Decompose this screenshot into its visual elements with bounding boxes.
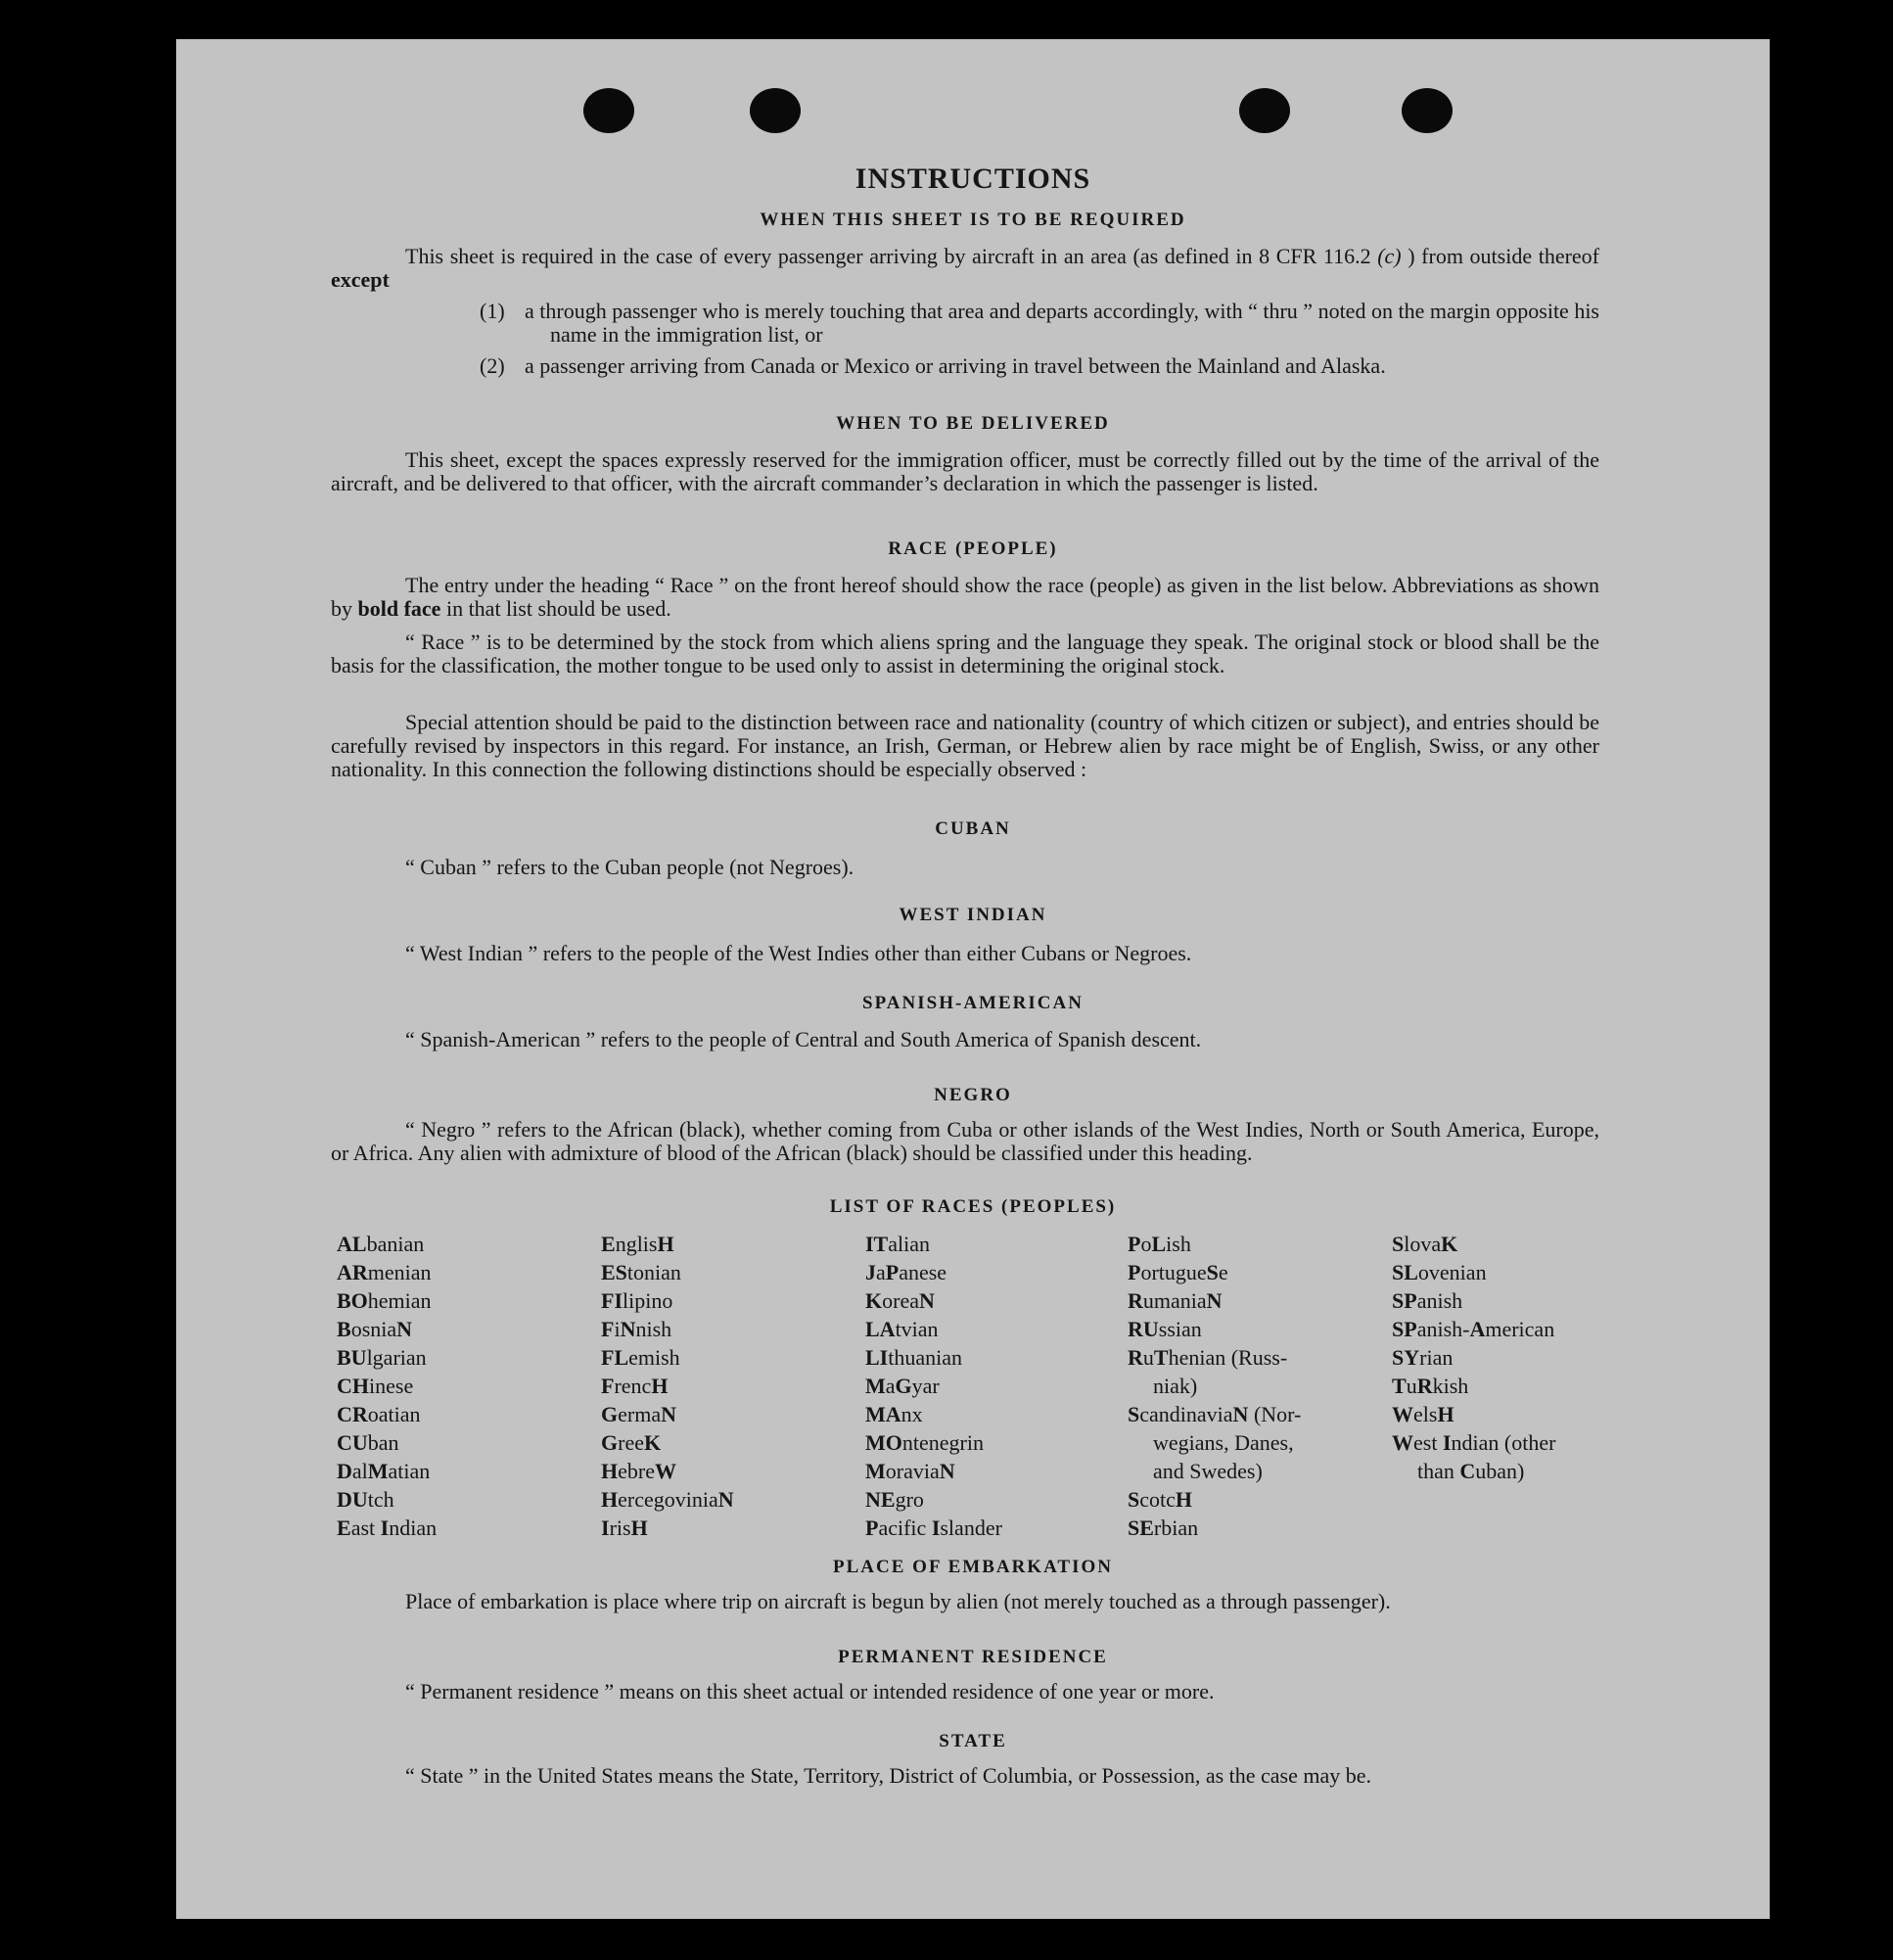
race-abbrev-letters: IT	[865, 1232, 889, 1256]
race-entry	[601, 1286, 865, 1315]
race-name-part: e	[1218, 1260, 1228, 1284]
race-name-part: and Swedes)	[1153, 1459, 1263, 1483]
race-abbrev-letters: E	[601, 1232, 616, 1256]
race-entry	[1392, 1258, 1656, 1286]
race-abbrev-letters: T	[1392, 1374, 1407, 1398]
race-name-part: orea	[882, 1288, 919, 1313]
race-name-part: ban	[367, 1430, 399, 1455]
race-column	[601, 1230, 865, 1542]
race-entry	[337, 1485, 601, 1514]
race-name-part: kish	[1432, 1374, 1469, 1398]
race-name-part: oravia	[885, 1459, 940, 1483]
race-name-part: uban)	[1475, 1459, 1525, 1483]
race-entry	[601, 1485, 865, 1514]
race-name-part: umania	[1142, 1288, 1207, 1313]
race-abbrev-letters: ES	[601, 1260, 627, 1284]
race-abbrev-letters: AL	[337, 1232, 367, 1256]
race-abbrev-letters: N	[1232, 1402, 1249, 1426]
race-abbrev-letters: N	[939, 1459, 955, 1483]
paragraph-residence: “ Permanent residence ” means on this sheet actual or intended residence of one year or more.	[405, 1679, 1215, 1703]
race-entry	[1392, 1343, 1656, 1372]
race-abbrev-letters: A	[1469, 1317, 1486, 1341]
race-abbrev-letters: N	[661, 1402, 676, 1426]
race-name-part: nglis	[615, 1232, 658, 1256]
heading-embarkation: PLACE OF EMBARKATION	[833, 1557, 1113, 1577]
race-abbrev-letters: B	[337, 1317, 351, 1341]
race-abbrev-letters: H	[630, 1516, 648, 1540]
race-entry	[865, 1343, 1130, 1372]
race-entry	[865, 1372, 1130, 1400]
race-entry	[865, 1400, 1130, 1428]
race-abbrev-letters: G	[601, 1402, 619, 1426]
race-abbrev-letters: P	[885, 1260, 900, 1284]
race-abbrev-letters: I	[380, 1516, 390, 1540]
race-abbrev-letters: E	[337, 1516, 351, 1540]
heading-west-indian: WEST INDIAN	[899, 905, 1047, 925]
race-entry	[1392, 1428, 1656, 1457]
race-abbrev-letters: C	[1459, 1459, 1476, 1483]
instruction-sheet: INSTRUCTIONS WHEN THIS SHEET IS TO BE REQUIRED This sheet is required in the case of every passenger arriving by aircraft in an area (as defined in 8 CFR 116.2 (c) ) from outside thereof except (1) a through passenger who is merely touching that area and departs accordingly, with “ thru ” noted on the margin opposite his name in the immigration list, or (2) a passenger arriving from Canada or Mexico or arriving in travel between the Mainland and Alaska. WHEN TO BE DELIVERED This sheet, except the spaces expressly reserved for the immigration officer, must be correctly filled out by the time of the arrival of the aircraft, and be delivered to that officer, with the aircraft commander’s declaration in which the passenger is listed. RACE (PEOPLE) The entry under the heading “ Race ” on the front hereof should show the race (people) as given in the list below. Abbreviations as shown by bold face in that list should be used. “ Race ” is to be determined by the stock from which aliens spring and the language they speak. The original stock or blood shall be the basis for the classification, the mother tongue to be used only to assist in determining the original stock. Special attention should be paid to the distinction between race and nationality (country of which citizen or subject), and entries should be carefully revised by inspectors in this regard. For instance, an Irish, German, or Hebrew alien by race might be of English, Swiss, or any other nationality. In this connection the following distinctions should be especially observed : CUBAN “ Cuban ” refers to the Cuban people (not Negroes). WEST INDIAN “ West Indian ” refers to the people of the West Indies other than either Cubans or Negroes. SPANISH-AMERICAN “ Spanish-American ” refers to the people of Central and South America of Spanish descent. NEGRO “ Negro ” refers to the African (black), whether coming from Cuba or other islands of the West Indies, North or South America, Europe, or Africa. Any alien with admixture of blood of the African (black) should be classified under this heading. LIST OF RACES (PEOPLES) ALbanian ARmenian BOhemian BosniaN BUlgarian CHinese CRoatian CUban DalMatian DUtch East Indian EnglisH EStonian FIlipino FiNnish FLemish FrencH GermaN GreeK HebreW HercegoviniaN IrisH ITalian JaPanese KoreaN LAtvian LIthuanian MaGyar MAnx MOntenegrin MoraviaN NEgro Pacific Islander PoLish PortugueSe RumaniaN RUssian RuThenian (Russ- niak) ScandinaviaN (Nor- wegians, Danes, and Swedes) ScotcH SErbian SlovaK SLovenian SPanish SPanish-American SYrian TuRkish WelsH West Indian (other than Cuban) PLACE OF EMBARKATION Place of embarkation is place where trip on aircraft is begun by alien (not merely touched as a through passenger). PERMANENT RESIDENCE “ Permanent residence ” means on this sheet actual or intended residence of one year or more. STATE “ State ” in the United States means the State, Territory, District of Columbia, or Possession, as the case may be.	[176, 39, 1770, 1919]
race-name-part: thuanian	[888, 1345, 963, 1370]
race-entry	[337, 1428, 601, 1457]
race-name-part: ish	[1166, 1232, 1191, 1256]
race-abbrev-letters: CH	[337, 1374, 369, 1398]
race-abbrev-letters: SL	[1392, 1260, 1418, 1284]
race-entry	[601, 1372, 865, 1400]
race-abbrev-letters: SP	[1392, 1317, 1417, 1341]
race-name-part: lipino	[623, 1288, 673, 1313]
race-abbrev-letters: M	[367, 1459, 389, 1483]
race-entry	[337, 1343, 601, 1372]
race-entry	[337, 1315, 601, 1343]
heading-residence: PERMANENT RESIDENCE	[838, 1647, 1108, 1667]
race-abbrev-letters: SP	[1392, 1288, 1417, 1313]
paragraph-state: “ State ” in the United States means the State, Territory, District of Columbia, or Possession, as the case may be.	[405, 1763, 1372, 1788]
race-name-part: ndian (other	[1451, 1430, 1556, 1455]
race-abbrev-letters: LA	[865, 1317, 896, 1341]
race-name-part: tch	[367, 1487, 394, 1512]
paragraph-embarkation: Place of embarkation is place where trip on aircraft is begun by alien (not merely touched as a through passenger).	[405, 1589, 1391, 1613]
race-entry	[337, 1286, 601, 1315]
race-abbrev-letters: F	[601, 1317, 615, 1341]
race-abbrev-letters: P	[1128, 1260, 1141, 1284]
race-entry	[601, 1457, 865, 1485]
race-entry	[337, 1400, 601, 1428]
race-entry	[865, 1514, 1130, 1542]
race-abbrev-letters: AR	[337, 1260, 368, 1284]
paragraph-west-indian: “ West Indian ” refers to the people of the West Indies other than either Cubans or Negroes.	[405, 941, 1192, 965]
punch-hole	[1402, 88, 1453, 133]
race-abbrev-letters: P	[865, 1516, 879, 1540]
race-abbrev-letters: N	[717, 1487, 734, 1512]
race-entry	[337, 1258, 601, 1286]
race-name-part: lova	[1404, 1232, 1442, 1256]
race-name-part: gro	[895, 1487, 924, 1512]
heading-state: STATE	[939, 1731, 1007, 1751]
race-name-part: rbian	[1153, 1516, 1199, 1540]
race-name-part: merican	[1485, 1317, 1555, 1341]
race-name-part: ntenegrin	[901, 1430, 984, 1455]
race-entry	[337, 1230, 601, 1258]
race-name-part: ercegovinia	[618, 1487, 718, 1512]
race-abbrev-letters: S	[1128, 1487, 1140, 1512]
race-name-part: acific	[878, 1516, 932, 1540]
race-name-part: banian	[366, 1232, 425, 1256]
race-name-part: nx	[900, 1402, 923, 1426]
race-abbrev-letters: W	[1392, 1430, 1413, 1455]
race-entry	[1128, 1230, 1392, 1258]
heading-race: RACE (PEOPLE)	[888, 538, 1058, 559]
race-name-part: henian (Russ-	[1168, 1345, 1288, 1370]
race-name-part: est	[1413, 1430, 1443, 1455]
race-abbrev-letters: CU	[337, 1430, 368, 1455]
race-name-part: menian	[367, 1260, 432, 1284]
heading-when-required: WHEN THIS SHEET IS TO BE REQUIRED	[760, 210, 1186, 230]
race-abbrev-letters: SE	[1128, 1516, 1154, 1540]
race-entry	[1392, 1286, 1656, 1315]
race-entry	[337, 1514, 601, 1542]
race-abbrev-letters: K	[1441, 1232, 1458, 1256]
race-abbrev-letters: I	[601, 1516, 610, 1540]
race-column	[1392, 1230, 1656, 1485]
race-entry	[1128, 1343, 1392, 1372]
heading-spanish-american: SPANISH-AMERICAN	[862, 993, 1084, 1013]
race-abbrev-letters: T	[1153, 1345, 1169, 1370]
punch-hole	[1239, 88, 1290, 133]
race-name-part: erma	[618, 1402, 662, 1426]
race-name-part: a	[876, 1260, 886, 1284]
race-name-part: alian	[888, 1232, 931, 1256]
race-abbrev-letters: H	[651, 1374, 669, 1398]
race-entry	[865, 1457, 1130, 1485]
race-entry	[1392, 1400, 1656, 1428]
race-abbrev-letters: S	[1206, 1260, 1219, 1284]
race-name-part: ovenian	[1417, 1260, 1487, 1284]
race-name-part: anish	[1416, 1288, 1463, 1313]
race-entry	[1128, 1258, 1392, 1286]
race-name-part: osnia	[350, 1317, 397, 1341]
race-abbrev-letters: H	[657, 1232, 674, 1256]
race-name-part: ndian	[389, 1516, 438, 1540]
race-name-part: niak)	[1153, 1374, 1198, 1398]
race-name-part: tonian	[626, 1260, 681, 1284]
race-abbrev-letters: R	[1416, 1374, 1433, 1398]
race-abbrev-letters: K	[865, 1288, 883, 1313]
race-name-part: u	[1142, 1345, 1154, 1370]
race-abbrev-letters: RU	[1128, 1317, 1159, 1341]
race-abbrev-letters: BO	[337, 1288, 368, 1313]
race-abbrev-letters: K	[643, 1430, 662, 1455]
race-name-part: ortugue	[1140, 1260, 1207, 1284]
race-name-part: ssian	[1158, 1317, 1202, 1341]
race-abbrev-letters: N	[1206, 1288, 1223, 1313]
race-column	[865, 1230, 1130, 1542]
race-abbrev-letters: MA	[865, 1402, 901, 1426]
race-entry	[1128, 1514, 1392, 1542]
race-name-part: ebre	[618, 1459, 655, 1483]
race-abbrev-letters: W	[1392, 1402, 1413, 1426]
race-abbrev-letters: L	[1151, 1232, 1167, 1256]
race-name-part: lgarian	[366, 1345, 427, 1370]
race-entry	[601, 1343, 865, 1372]
race-entry	[601, 1230, 865, 1258]
paragraph-when-required: This sheet is required in the case of every passenger arriving by aircraft in an area (as defined in 8 CFR 116.2 (c) ) from outside thereof except	[331, 244, 1599, 292]
paragraph-negro: “ Negro ” refers to the African (black), whether coming from Cuba or other islands of the West Indies, North or South America, Europe, or Africa. Any alien with admixture of blood of the African (black) should be classified under this heading.	[331, 1117, 1599, 1165]
race-abbrev-letters: J	[865, 1260, 876, 1284]
race-abbrev-letters: M	[865, 1374, 886, 1398]
race-entry	[1392, 1315, 1656, 1343]
race-entry	[601, 1514, 865, 1542]
race-entry	[337, 1372, 601, 1400]
race-name-part: tvian	[895, 1317, 939, 1341]
paragraph-race-2: “ Race ” is to be determined by the stock from which aliens spring and the language they speak. The original stock or blood shall be the basis for the classification, the mother tongue to be used only to assist in determining the original stock.	[331, 630, 1599, 677]
race-entry	[865, 1230, 1130, 1258]
race-entry	[865, 1428, 1130, 1457]
race-name-part: yar	[911, 1374, 940, 1398]
heading-negro: NEGRO	[934, 1085, 1012, 1105]
race-abbrev-letters: MO	[865, 1430, 902, 1455]
paragraph-spanish-american: “ Spanish-American ” refers to the people of Central and South America of Spanish descent.	[405, 1027, 1202, 1051]
page-title: INSTRUCTIONS	[854, 163, 1091, 195]
punch-hole	[750, 88, 801, 133]
race-name-part: (Nor-	[1248, 1402, 1302, 1426]
race-abbrev-letters: I	[931, 1516, 941, 1540]
race-name-part: nish	[635, 1317, 672, 1341]
heading-cuban: CUBAN	[935, 818, 1011, 839]
race-column	[1128, 1230, 1392, 1542]
race-entry	[865, 1315, 1130, 1343]
race-entry	[865, 1258, 1130, 1286]
race-name-part: ast	[350, 1516, 381, 1540]
race-abbrev-letters: H	[1437, 1402, 1454, 1426]
race-abbrev-letters: F	[601, 1374, 615, 1398]
race-name-part: a	[885, 1374, 896, 1398]
race-entry	[601, 1315, 865, 1343]
race-abbrev-letters: D	[337, 1459, 352, 1483]
race-name-part: i	[614, 1317, 621, 1341]
paragraph-cuban: “ Cuban ” refers to the Cuban people (not Negroes).	[405, 855, 854, 879]
race-name-part: u	[1406, 1374, 1417, 1398]
race-entry	[1128, 1457, 1392, 1485]
race-abbrev-letters: BU	[337, 1345, 367, 1370]
race-entry	[1128, 1315, 1392, 1343]
race-abbrev-letters: H	[601, 1487, 619, 1512]
race-abbrev-letters: G	[601, 1430, 619, 1455]
race-entry	[1128, 1485, 1392, 1514]
heading-when-delivered: WHEN TO BE DELIVERED	[836, 413, 1110, 434]
paragraph-when-delivered: This sheet, except the spaces expressly reserved for the immigration officer, must be correctly filled out by the time of the arrival of the aircraft, and be delivered to that officer, with the aircraft commander’s declaration in which the passenger is listed.	[331, 447, 1599, 495]
race-name-part: renc	[614, 1374, 652, 1398]
race-entry	[337, 1457, 601, 1485]
race-entry	[601, 1258, 865, 1286]
race-name-part: anese	[899, 1260, 947, 1284]
race-abbrev-letters: M	[865, 1459, 886, 1483]
race-abbrev-letters: N	[620, 1317, 636, 1341]
race-name-part: al	[351, 1459, 368, 1483]
paragraph-race-3: Special attention should be paid to the distinction between race and nationality (country of which citizen or subject), and entries should be carefully revised by inspectors in this regard. For instance, an Irish, German, or Hebrew alien by race might be of English, Swiss, or any other nationality. In this connection the following distinctions should be especially observed :	[331, 710, 1599, 781]
race-entry	[601, 1400, 865, 1428]
race-abbrev-letters: S	[1128, 1402, 1140, 1426]
race-name-part: inese	[369, 1374, 414, 1398]
race-abbrev-letters: SY	[1392, 1345, 1420, 1370]
race-name-part: atian	[388, 1459, 431, 1483]
race-entry	[1128, 1372, 1392, 1400]
race-abbrev-letters: CR	[337, 1402, 368, 1426]
race-entry	[1392, 1457, 1656, 1485]
race-abbrev-letters: R	[1128, 1288, 1143, 1313]
race-abbrev-letters: G	[895, 1374, 912, 1398]
race-column	[337, 1230, 601, 1542]
race-entry	[865, 1286, 1130, 1315]
race-name-part: els	[1413, 1402, 1438, 1426]
race-name-part: o	[1140, 1232, 1152, 1256]
punch-hole	[583, 88, 634, 133]
race-abbrev-letters: FL	[601, 1345, 629, 1370]
race-abbrev-letters: H	[1175, 1487, 1193, 1512]
heading-list-of-races: LIST OF RACES (PEOPLES)	[829, 1196, 1117, 1217]
race-abbrev-letters: DU	[337, 1487, 368, 1512]
race-abbrev-letters: W	[654, 1459, 676, 1483]
race-abbrev-letters: S	[1392, 1232, 1405, 1256]
race-abbrev-letters: FI	[601, 1288, 623, 1313]
race-name-part: hemian	[367, 1288, 432, 1313]
race-abbrev-letters: I	[1442, 1430, 1452, 1455]
race-name-part: oatian	[367, 1402, 421, 1426]
race-abbrev-letters: N	[396, 1317, 413, 1341]
paragraph-race-1: The entry under the heading “ Race ” on the front hereof should show the race (people) as given in the list below. Abbreviations as shown by bold face in that list should be used.	[331, 573, 1599, 621]
race-name-part: slander	[940, 1516, 1002, 1540]
race-name-part: than	[1417, 1459, 1460, 1483]
race-abbrev-letters: P	[1128, 1232, 1141, 1256]
race-name-part: ree	[618, 1430, 644, 1455]
race-abbrev-letters: N	[918, 1288, 935, 1313]
race-abbrev-letters: LI	[865, 1345, 889, 1370]
race-entry	[1128, 1400, 1392, 1428]
race-entry	[865, 1485, 1130, 1514]
race-abbrev-letters: R	[1128, 1345, 1143, 1370]
race-abbrev-letters: NE	[865, 1487, 896, 1512]
race-abbrev-letters: H	[601, 1459, 619, 1483]
race-name-part: ris	[609, 1516, 631, 1540]
race-entry	[1392, 1372, 1656, 1400]
race-name-part: rian	[1419, 1345, 1454, 1370]
race-name-part: anish-	[1416, 1317, 1470, 1341]
race-name-part: candinavia	[1139, 1402, 1233, 1426]
race-entry	[601, 1428, 865, 1457]
race-name-part: emish	[628, 1345, 680, 1370]
race-entry	[1392, 1230, 1656, 1258]
race-name-part: wegians, Danes,	[1153, 1430, 1294, 1455]
race-entry	[1128, 1428, 1392, 1457]
race-entry	[1128, 1286, 1392, 1315]
race-name-part: cotc	[1139, 1487, 1176, 1512]
